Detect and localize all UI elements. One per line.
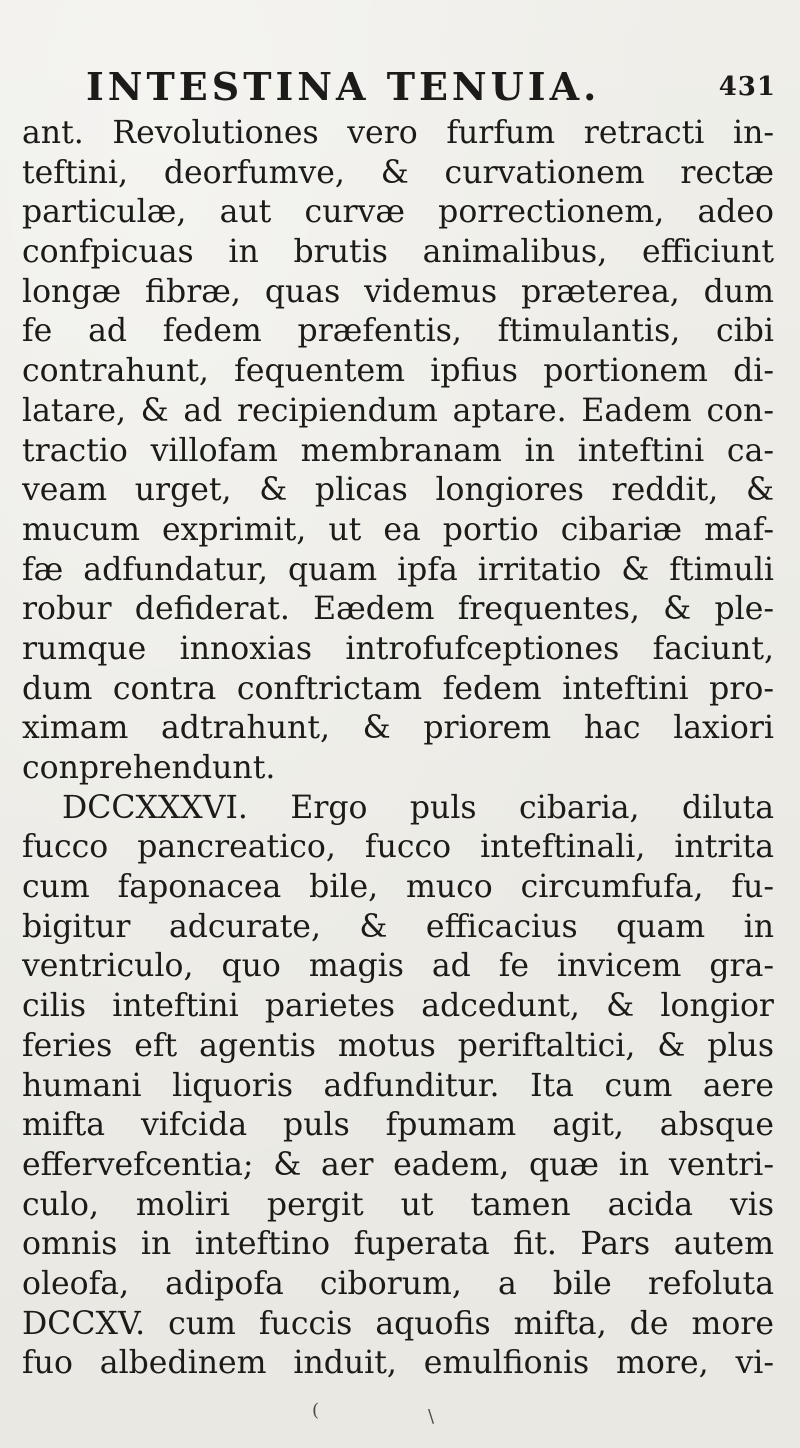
running-head: INTESTINA TENUIA. bbox=[86, 64, 601, 109]
page-footer bbox=[0, 1400, 800, 1430]
text-line: humani liquoris adfunditur. Ita cum aere bbox=[22, 1067, 774, 1104]
text-line: fæ adfundatur, quam ipfa irritatio & ftimuli bbox=[22, 551, 774, 588]
text-line: DCCXV. cum fuccis aquofis mifta, de more bbox=[22, 1305, 774, 1342]
text-line: longæ fibræ, quas videmus præterea, dum bbox=[22, 273, 774, 310]
footer-mark-left: ( bbox=[312, 1400, 320, 1421]
text-line: fe ad fedem præfentis, ftimulantis, cibi bbox=[22, 313, 774, 350]
text-line: cilis inteftini parietes adcedunt, & longior bbox=[22, 988, 774, 1025]
text-line: tractio villofam membranam in inteftini ca- bbox=[22, 432, 774, 469]
text-line: fuo albedinem induit, emulfionis more, vi- bbox=[22, 1345, 774, 1382]
page-header bbox=[86, 64, 776, 114]
text-line: bigitur adcurate, & efficacius quam in bbox=[22, 908, 774, 945]
text-line: feries eft agentis motus periftaltici, & plus bbox=[22, 1027, 774, 1064]
text-line: omnis in inteftino fuperata fit. Pars autem bbox=[22, 1226, 774, 1263]
text-line: ximam adtrahunt, & priorem hac laxiori bbox=[22, 710, 774, 747]
text-line: culo, moliri pergit ut tamen acida vis bbox=[22, 1186, 774, 1223]
section-heading-line: DCCXXXVI. Ergo puls cibaria, diluta bbox=[62, 789, 774, 826]
text-line: fucco pancreatico, fucco inteftinali, intrita bbox=[22, 829, 774, 866]
text-line: confpicuas in brutis animalibus, efficiunt bbox=[22, 234, 774, 271]
text-line: dum contra conftrictam fedem inteftini pro- bbox=[22, 670, 774, 707]
text-line: cum faponacea bile, muco circumfufa, fu- bbox=[22, 869, 774, 906]
text-line: robur defiderat. Eædem frequentes, & ple- bbox=[22, 591, 774, 628]
text-line: conprehendunt. bbox=[22, 750, 276, 786]
text-line: particulæ, aut curvæ porrectionem, adeo bbox=[22, 194, 774, 231]
text-line: rumque innoxias introfufceptiones faciunt, bbox=[22, 630, 774, 667]
footer-mark-right: \ bbox=[428, 1406, 435, 1427]
text-line: ventriculo, quo magis ad fe invicem gra- bbox=[22, 948, 774, 985]
text-line: mucum exprimit, ut ea portio cibariæ maf- bbox=[22, 511, 774, 548]
text-line: mifta vifcida puls fpumam agit, absque bbox=[22, 1107, 774, 1144]
page-number: 431 bbox=[718, 72, 776, 102]
text-line: oleofa, adipofa ciborum, a bile refoluta bbox=[22, 1265, 774, 1302]
text-line: ant. Revolutiones vero furfum retracti in- bbox=[22, 115, 774, 151]
text-line: veam urget, & plicas longiores reddit, & bbox=[22, 472, 774, 509]
text-line: contrahunt, fequentem ipfius portionem di- bbox=[22, 353, 774, 390]
body-text bbox=[22, 114, 774, 1384]
text-line: effervefcentia; & aer eadem, quæ in ventri- bbox=[22, 1146, 774, 1183]
text-line: latare, & ad recipiendum aptare. Eadem con- bbox=[22, 392, 774, 429]
text-line: teftini, deorfumve, & curvationem rectæ bbox=[22, 154, 774, 191]
